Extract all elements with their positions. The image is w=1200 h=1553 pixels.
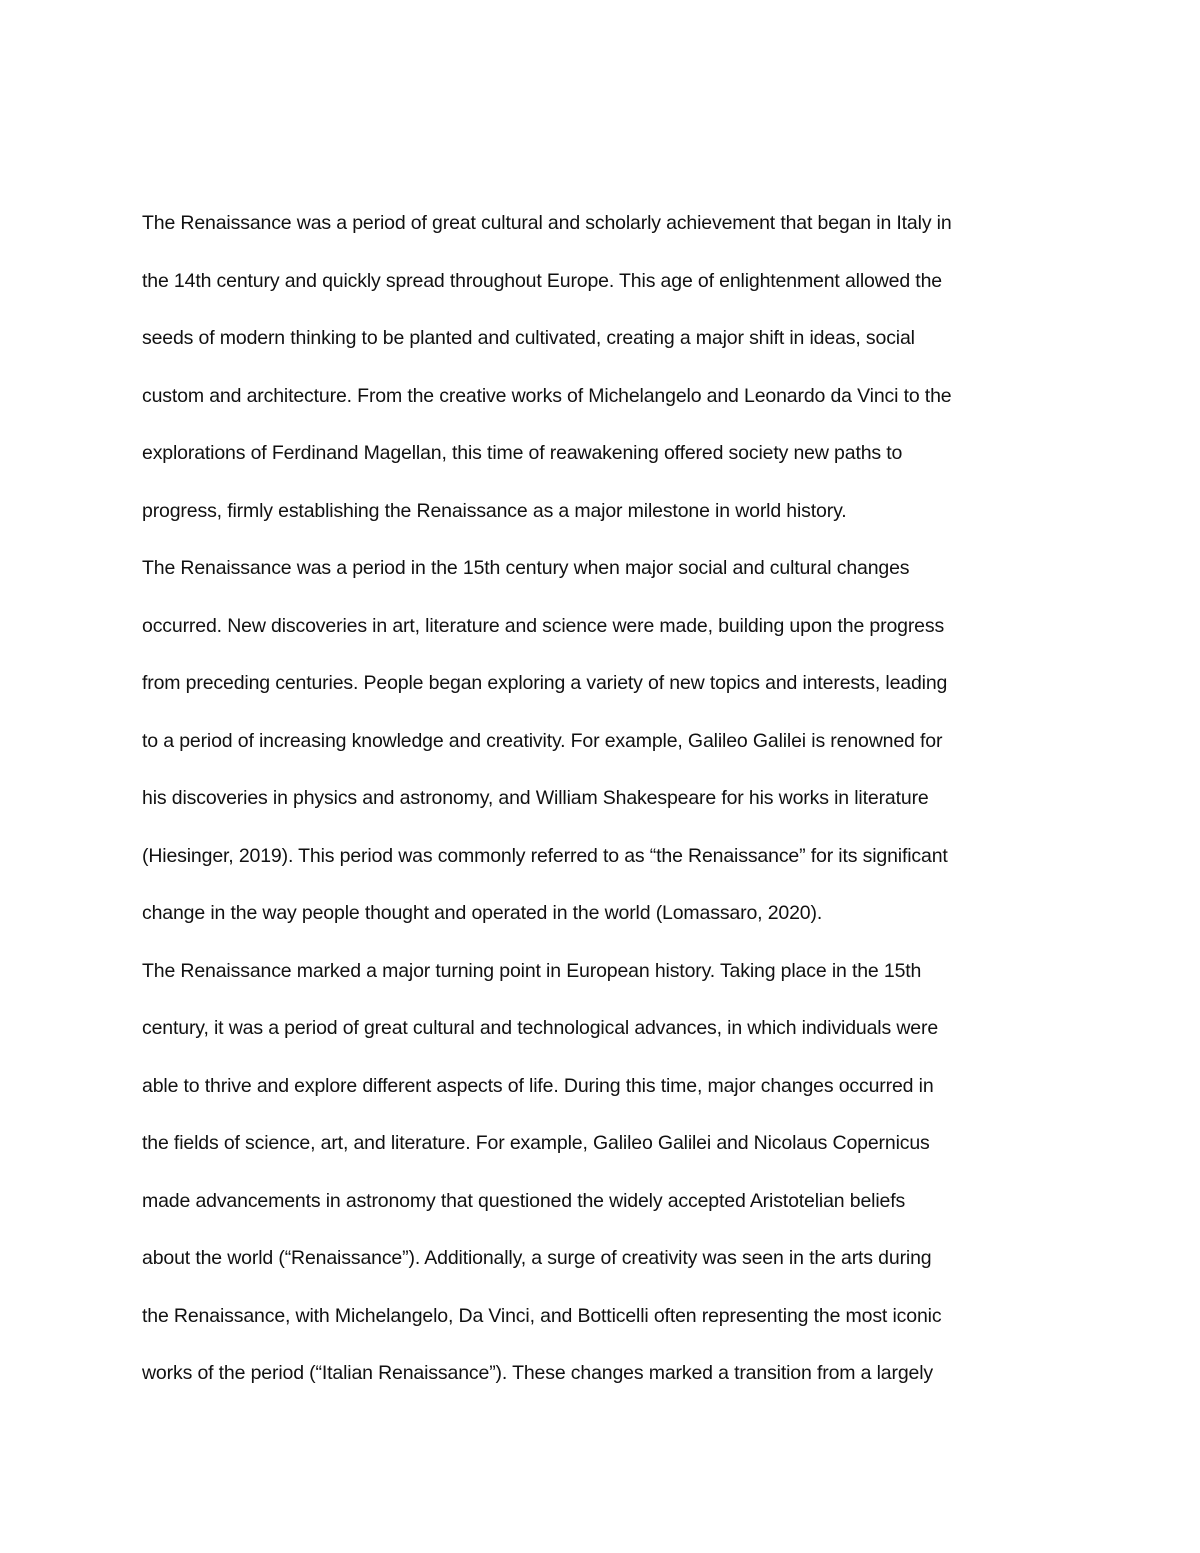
paragraph-2: [142, 540, 1062, 943]
text-line: to a period of increasing knowledge and creativity. For example, Galileo Galilei is renowned for: [142, 729, 943, 752]
text-line: able to thrive and explore different aspects of life. During this time, major changes occurred in: [142, 1074, 934, 1097]
text-line: works of the period (“Italian Renaissance”). These changes marked a transition from a largely: [142, 1362, 933, 1384]
text-line: occurred. New discoveries in art, literature and science were made, building upon the progress: [142, 614, 945, 637]
document-body: [142, 195, 1062, 1403]
text-line: progress, firmly establishing the Renaissance as a major milestone in world history.: [142, 499, 847, 522]
text-line: his discoveries in physics and astronomy, and William Shakespeare for his works in literature: [142, 787, 929, 809]
text-line: the 14th century and quickly spread throughout Europe. This age of enlightenment allowed the: [142, 269, 942, 292]
text-line: custom and architecture. From the creative works of Michelangelo and Leonardo da Vinci to the: [142, 384, 952, 407]
text-line: The Renaissance was a period in the 15th century when major social and cultural changes: [142, 557, 910, 579]
text-line: explorations of Ferdinand Magellan, this time of reawakening offered society new paths to: [142, 442, 903, 464]
text-line: about the world (“Renaissance”). Additionally, a surge of creativity was seen in the arts during: [142, 1247, 932, 1269]
text-line: the Renaissance, with Michelangelo, Da Vinci, and Botticelli often representing the most iconic: [142, 1304, 942, 1327]
text-line: from preceding centuries. People began exploring a variety of new topics and interests, leading: [142, 672, 948, 694]
paragraph-1: [142, 195, 1062, 540]
text-line: change in the way people thought and operated in the world (Lomassaro, 2020).: [142, 902, 823, 924]
text-line: (Hiesinger, 2019). This period was commonly referred to as “the Renaissance” for its significant: [142, 844, 948, 867]
text-line: seeds of modern thinking to be planted and cultivated, creating a major shift in ideas, social: [142, 327, 915, 349]
text-line: made advancements in astronomy that questioned the widely accepted Aristotelian beliefs: [142, 1189, 906, 1212]
paragraph-3: [142, 943, 1062, 1403]
text-line: The Renaissance marked a major turning point in European history. Taking place in the 15th: [142, 959, 922, 982]
text-line: the fields of science, art, and literature. For example, Galileo Galilei and Nicolaus Copernicus: [142, 1132, 930, 1154]
text-line: The Renaissance was a period of great cultural and scholarly achievement that began in Italy in: [142, 212, 952, 234]
text-line: century, it was a period of great cultural and technological advances, in which individuals were: [142, 1017, 939, 1039]
